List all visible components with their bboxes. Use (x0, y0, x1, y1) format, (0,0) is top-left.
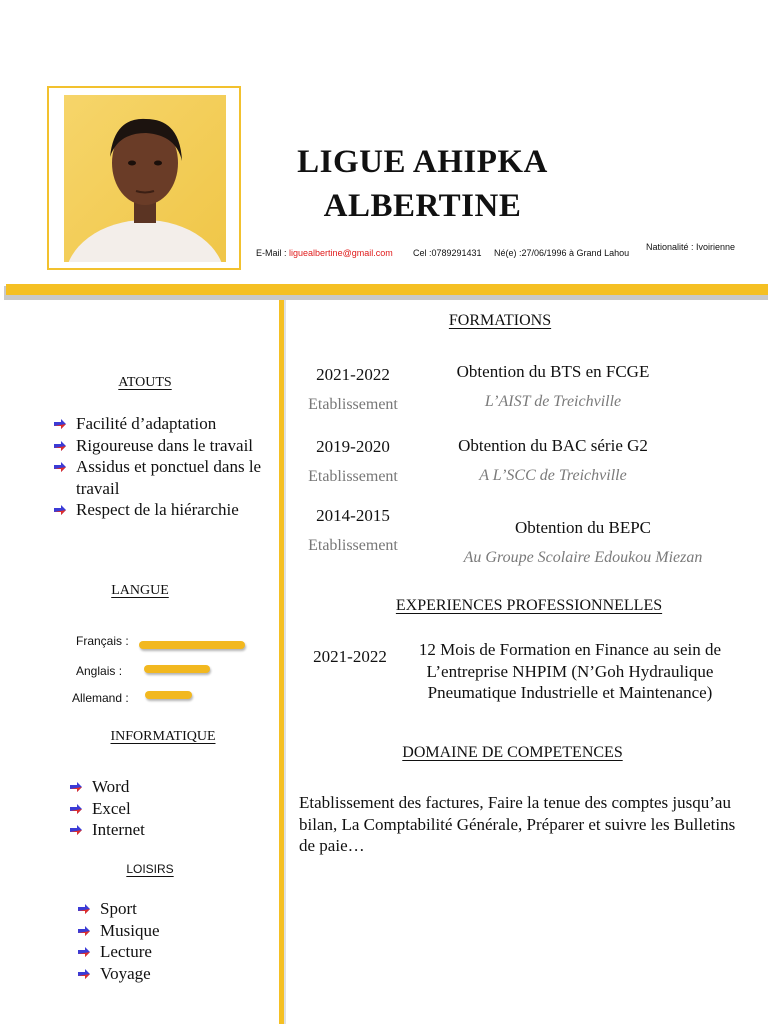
name-line-2: ALBERTINE (323, 188, 522, 224)
arrow-bullet-icon (78, 969, 90, 979)
lang-label-german: Allemand : (72, 691, 129, 705)
nationality-info: Nationalité : Ivoirienne (646, 242, 736, 252)
email-label: E-Mail : (256, 248, 287, 258)
list-item: Excel (70, 798, 260, 820)
formation-place: L’AIST de Treichville (484, 393, 622, 410)
formation-year: 2021-2022 (316, 365, 390, 384)
list-item: Respect de la hiérarchie (54, 499, 269, 521)
list-item: Lecture (78, 941, 258, 963)
list-item: Internet (70, 819, 260, 841)
competences-heading: DOMAINE DE COMPETENCES (402, 744, 623, 761)
formation-place: A L’SCC de Treichville (479, 467, 627, 484)
arrow-bullet-icon (78, 947, 90, 957)
lang-label-french: Français : (76, 634, 129, 648)
arrow-bullet-icon (54, 505, 66, 515)
formation-year: 2014-2015 (316, 506, 390, 525)
formation-place: Au Groupe Scolaire Edoukou Miezan (463, 549, 703, 566)
loisirs-list (78, 898, 258, 984)
experience-year: 2021-2022 (313, 647, 387, 666)
atouts-list (54, 413, 269, 521)
list-item: Assidus et ponctuel dans le travail (54, 456, 269, 499)
header-divider (6, 284, 768, 295)
arrow-bullet-icon (54, 462, 66, 472)
formation-title: Obtention du BAC série G2 (458, 436, 648, 455)
formations-heading: FORMATIONS (448, 312, 552, 329)
lang-bar-english (144, 665, 210, 673)
phone-info: Cel :0789291431 (413, 248, 482, 258)
portrait-image (64, 95, 226, 262)
formation-title: Obtention du BTS en FCGE (456, 362, 650, 381)
list-item: Voyage (78, 963, 258, 985)
column-divider (279, 300, 284, 1024)
formation-year: 2019-2020 (316, 437, 390, 456)
column-divider-shadow (284, 300, 286, 1024)
list-item: Sport (78, 898, 258, 920)
formation-etab: Etablissement (308, 468, 398, 485)
birth-info: Né(e) :27/06/1996 à Grand Lahou (494, 248, 630, 258)
list-item: Facilité d’adaptation (54, 413, 269, 435)
formation-title: Obtention du BEPC (514, 518, 651, 537)
full-name (250, 140, 595, 228)
arrow-bullet-icon (78, 926, 90, 936)
list-item: Musique (78, 920, 258, 942)
lang-label-english: Anglais : (76, 664, 123, 678)
atouts-heading: ATOUTS (118, 375, 172, 390)
competences-text: Etablissement des factures, Faire la tenue des comptes jusqu’au bilan, La Comptabilité Générale, Préparer et suivre les Bulletins de paie… (299, 793, 736, 855)
experience-text: 12 Mois de Formation en Finance au sein de L’entreprise NHPIM (N’Goh Hydraulique Pneumatique Industrielle et Maintenance) (418, 640, 722, 702)
arrow-bullet-icon (54, 441, 66, 451)
profile-photo (64, 95, 226, 262)
experiences-heading: EXPERIENCES PROFESSIONNELLES (395, 597, 663, 614)
arrow-bullet-icon (70, 825, 82, 835)
informatique-heading: INFORMATIQUE (110, 729, 216, 744)
name-line-1: LIGUE AHIPKA (297, 144, 548, 180)
list-item: Rigoureuse dans le travail (54, 435, 269, 457)
arrow-bullet-icon (54, 419, 66, 429)
arrow-bullet-icon (70, 782, 82, 792)
informatique-list (70, 776, 260, 841)
arrow-bullet-icon (78, 904, 90, 914)
loisirs-heading: LOISIRS (126, 862, 174, 876)
email-link[interactable]: liguealbertine@gmail.com (289, 248, 393, 258)
email-info (256, 248, 393, 258)
formation-etab: Etablissement (308, 396, 398, 413)
formation-etab: Etablissement (308, 537, 398, 554)
arrow-bullet-icon (70, 804, 82, 814)
langue-heading: LANGUE (111, 583, 169, 598)
list-item: Word (70, 776, 260, 798)
lang-bar-german (145, 691, 192, 699)
lang-bar-french (139, 641, 245, 649)
